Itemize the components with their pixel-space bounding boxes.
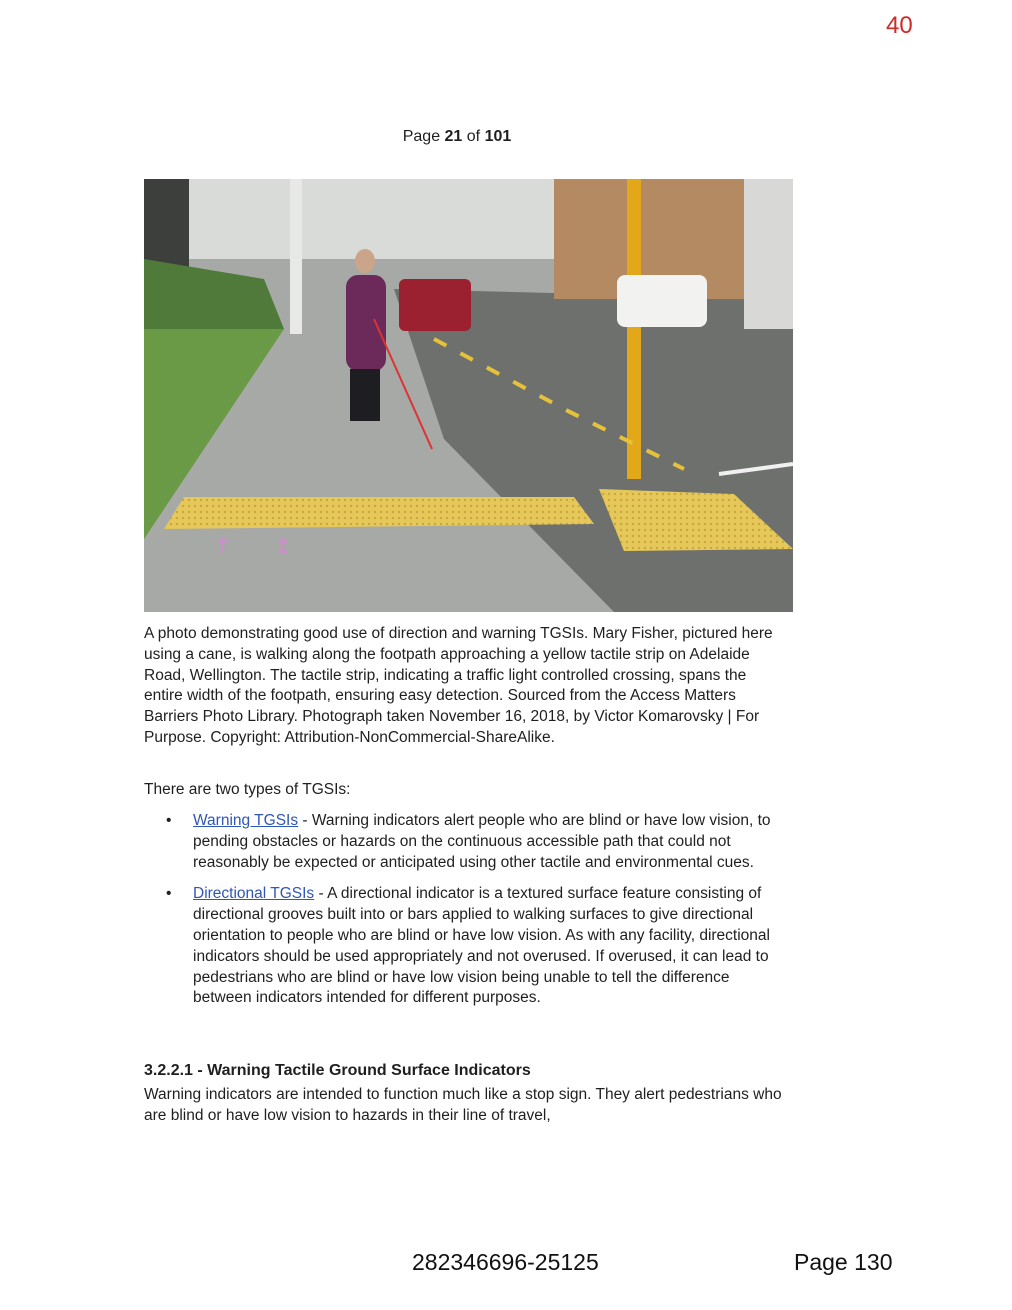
warning-tgsis-link[interactable]: Warning TGSIs [193,812,299,829]
bullet-dot-icon: • [166,885,172,903]
svg-text:↑: ↑ [214,535,233,560]
bullet-dot-icon: • [166,812,172,829]
page-header-prefix: Page [402,128,445,145]
page-header [0,128,914,146]
section-paragraph: Warning indicators are intended to function much like a stop sign. They alert pedestrians who are blind or have low vision to hazards in their line of travel, [144,1086,782,1124]
section-heading: 3.2.2.1 - Warning Tactile Ground Surface Indicators [144,1062,531,1079]
svg-text:↕: ↕ [274,535,293,560]
footer-doc-id: 282346696-25125 [412,1249,599,1275]
photo-caption: A photo demonstrating good use of direction and warning TGSIs. Mary Fisher, pictured here using a cane, is walking along the footpath approaching a yellow tactile strip on Adelaide Road, Wellington. The tactile strip, indicating a traffic light controlled crossing, spans the entire width of the footpath, ensuring easy detection. Sourced from the Access Matters Barriers Photo Library. Photograph taken November 16, 2018, by Victor Komarovsky | For Purpose. Copyright: Attribution-NonCommercial-ShareAlike. [144,625,773,746]
footer-page-number: Page 130 [794,1249,893,1275]
page-total: 101 [484,128,512,145]
tgsi-type-list [144,811,784,1020]
list-item-text: - A directional indicator is a textured surface feature consisting of directional grooves built into or bars applied to walking surfaces to give directional orientation to people who are blind or have low vision. As with any facility, directional indicators should be used appropriately and not overused. If overused, it can lead to pedestrians who are blind or have low vision being unable to tell the difference between indicators intended for different purposes. [193,885,770,1007]
street-photo [144,179,793,612]
page-stamp-number: 40 [886,12,913,39]
intro-text: There are two types of TGSIs: [144,781,351,798]
page-header-middle: of [462,128,485,145]
list-item-text: - Warning indicators alert people who are blind or have low vision, to pending obstacles or hazards on the continuous accessible path that could not reasonably be expected or anticipated using other tactile and environmental cues. [193,812,771,871]
list-item [144,884,784,1009]
list-item [144,811,784,873]
directional-tgsis-link[interactable]: Directional TGSIs [193,885,315,903]
page-current: 21 [444,128,463,145]
